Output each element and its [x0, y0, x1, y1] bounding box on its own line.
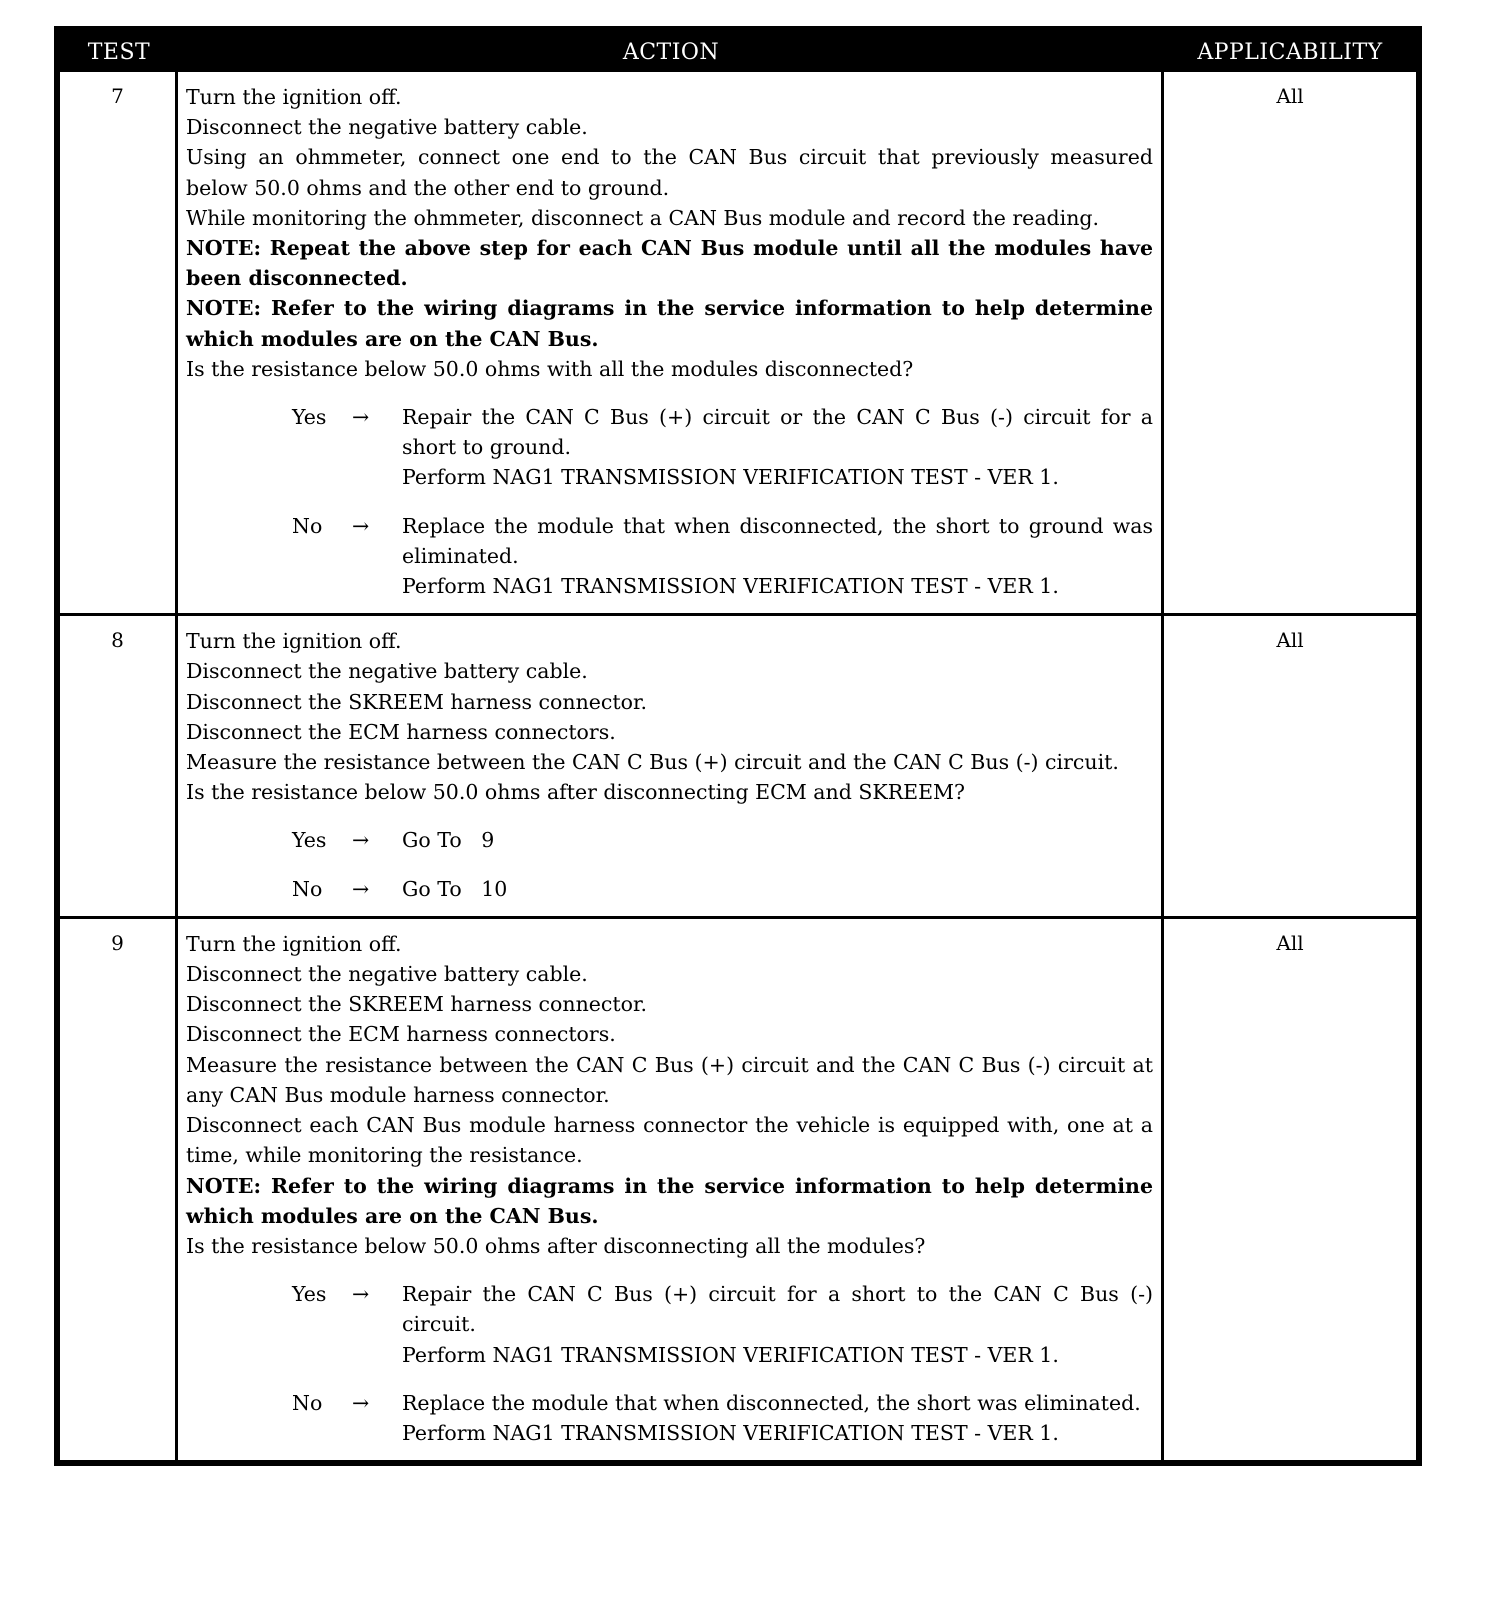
arrow-right-icon: →	[352, 405, 370, 430]
answer-text	[402, 402, 1160, 493]
answer-line: Replace the module that when disconnected, the short was eliminated.	[402, 1390, 1141, 1415]
arrow-right-icon: →	[352, 1390, 370, 1415]
applicability-cell: All	[1276, 84, 1304, 108]
table-row	[60, 613, 1416, 916]
arrow-right-icon: →	[352, 1282, 370, 1307]
answer-yes	[186, 1279, 1160, 1370]
answer-label: Yes	[292, 828, 327, 853]
note-text: NOTE: Repeat the above step for each CAN Bus module until all the modules have been disconnected.	[186, 236, 1153, 291]
table-row	[60, 72, 1416, 613]
instruction-text: Is the resistance below 50.0 ohms after disconnecting ECM and SKREEM?	[186, 780, 966, 805]
answer-label: Yes	[292, 1282, 327, 1307]
action-cell	[178, 72, 1164, 613]
table-body	[60, 72, 1416, 1460]
instruction-text: Measure the resistance between the CAN C Bus (+) circuit and the CAN C Bus (-) circuit at any CAN Bus module harness connector.	[186, 1052, 1153, 1107]
instruction-text: Disconnect the negative battery cable.	[186, 115, 588, 140]
answer-label: No	[292, 513, 323, 538]
answer-list	[186, 402, 1160, 601]
test-number: 9	[60, 919, 178, 1460]
answer-line: Replace the module that when disconnected, the short to ground was eliminated.	[402, 513, 1160, 568]
instruction-text: Disconnect the ECM harness connectors.	[186, 719, 616, 744]
instruction-text: Disconnect each CAN Bus module harness connector the vehicle is equipped with, one at a time, while monitoring the resistance.	[186, 1113, 1153, 1168]
test-number: 8	[60, 616, 178, 916]
answer-no	[186, 511, 1160, 602]
answer-line: Go To 9	[402, 828, 495, 853]
table-header	[60, 32, 1416, 72]
instruction-text: Turn the ignition off.	[186, 931, 402, 956]
instruction-text: While monitoring the ohmmeter, disconnect a CAN Bus module and record the reading.	[186, 205, 1100, 230]
answer-line: Repair the CAN C Bus (+) circuit or the CAN C Bus (-) circuit for a short to ground.	[402, 405, 1160, 460]
answer-line: Perform NAG1 TRANSMISSION VERIFICATION TEST - VER 1.	[402, 574, 1059, 599]
test-number: 7	[60, 72, 178, 613]
answer-label: No	[292, 876, 323, 901]
header-applicability: APPLICABILITY	[1197, 39, 1383, 65]
answer-text	[402, 1388, 1153, 1448]
answer-list	[186, 1279, 1160, 1448]
answer-line: Perform NAG1 TRANSMISSION VERIFICATION TEST - VER 1.	[402, 1342, 1059, 1367]
answer-line: Repair the CAN C Bus (+) circuit for a short to the CAN C Bus (-) circuit.	[402, 1282, 1160, 1337]
table-row	[60, 916, 1416, 1460]
answer-label: Yes	[292, 405, 327, 430]
note-text: NOTE: Refer to the wiring diagrams in the service information to help determine which modules are on the CAN Bus.	[186, 1173, 1153, 1228]
answer-text	[402, 874, 1153, 904]
instruction-text: Turn the ignition off.	[186, 629, 402, 654]
answer-no	[186, 874, 1153, 904]
answer-line: Perform NAG1 TRANSMISSION VERIFICATION TEST - VER 1.	[402, 1420, 1059, 1445]
header-test: TEST	[87, 39, 151, 65]
answer-text	[402, 825, 1153, 855]
instruction-text: Disconnect the SKREEM harness connector.	[186, 992, 648, 1017]
answer-text	[402, 1279, 1160, 1370]
arrow-right-icon: →	[352, 876, 370, 901]
instruction-text: Disconnect the negative battery cable.	[186, 659, 588, 684]
header-action: ACTION	[622, 39, 720, 65]
diagnostic-table	[54, 26, 1422, 1466]
instruction-text: Disconnect the negative battery cable.	[186, 962, 588, 987]
arrow-right-icon: →	[352, 828, 370, 853]
instruction-text: Measure the resistance between the CAN C Bus (+) circuit and the CAN C Bus (-) circuit.	[186, 750, 1119, 775]
note-text: NOTE: Refer to the wiring diagrams in the service information to help determine which modules are on the CAN Bus.	[186, 296, 1153, 351]
answer-label: No	[292, 1390, 323, 1415]
action-cell	[178, 616, 1164, 916]
instruction-text: Is the resistance below 50.0 ohms after disconnecting all the modules?	[186, 1233, 926, 1258]
instruction-text: Using an ohmmeter, connect one end to the CAN Bus circuit that previously measured below 50.0 ohms and the other end to ground.	[186, 145, 1153, 200]
answer-no	[186, 1388, 1153, 1448]
applicability-cell: All	[1276, 930, 1304, 955]
answer-line: Go To 10	[402, 876, 508, 901]
instruction-text: Disconnect the ECM harness connectors.	[186, 1022, 616, 1047]
answer-list	[186, 825, 1153, 903]
applicability-cell: All	[1276, 628, 1304, 653]
answer-yes	[186, 825, 1153, 855]
answer-text	[402, 511, 1160, 602]
answer-line: Perform NAG1 TRANSMISSION VERIFICATION TEST - VER 1.	[402, 465, 1059, 490]
answer-yes	[186, 402, 1160, 493]
instruction-text: Is the resistance below 50.0 ohms with all the modules disconnected?	[186, 356, 914, 381]
instruction-text: Disconnect the SKREEM harness connector.	[186, 689, 648, 714]
arrow-right-icon: →	[352, 513, 370, 538]
action-cell	[178, 919, 1164, 1460]
instruction-text: Turn the ignition off.	[186, 85, 402, 109]
